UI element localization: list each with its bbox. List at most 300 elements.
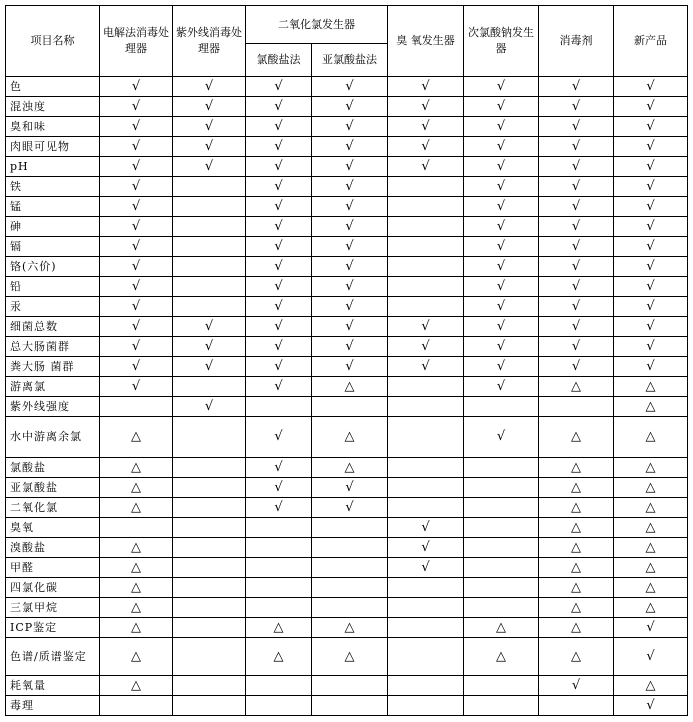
table-cell	[464, 676, 539, 696]
table-cell	[388, 297, 464, 317]
table-cell	[388, 397, 464, 417]
table-cell: √	[388, 157, 464, 177]
table-cell: √	[246, 237, 312, 257]
row-item-name: 混浊度	[6, 97, 100, 117]
table-cell	[464, 578, 539, 598]
table-cell	[464, 478, 539, 498]
row-item-name: 锰	[6, 197, 100, 217]
row-item-name: 铁	[6, 177, 100, 197]
table-cell: √	[539, 117, 614, 137]
table-cell: △	[614, 478, 688, 498]
table-cell: √	[246, 97, 312, 117]
table-cell: √	[100, 97, 173, 117]
row-item-name: ICP鉴定	[6, 618, 100, 638]
table-cell: √	[539, 317, 614, 337]
row-item-name: 砷	[6, 217, 100, 237]
table-cell: √	[614, 177, 688, 197]
table-cell: √	[464, 257, 539, 277]
row-item-name: 甲醛	[6, 558, 100, 578]
row-item-name: 二氧化氯	[6, 498, 100, 518]
table-cell: √	[539, 157, 614, 177]
table-cell: √	[614, 638, 688, 676]
table-row	[6, 696, 688, 716]
table-cell: √	[312, 297, 388, 317]
table-cell: √	[388, 518, 464, 538]
table-cell	[173, 498, 246, 518]
table-row	[6, 277, 688, 297]
table-cell	[246, 578, 312, 598]
row-item-name: 臭氧	[6, 518, 100, 538]
table-cell: √	[388, 337, 464, 357]
table-cell: √	[464, 337, 539, 357]
table-cell: △	[312, 417, 388, 458]
table-cell	[246, 598, 312, 618]
table-cell	[388, 417, 464, 458]
table-cell: √	[312, 177, 388, 197]
table-cell	[173, 277, 246, 297]
table-cell: △	[100, 676, 173, 696]
table-cell: △	[100, 598, 173, 618]
table-cell: √	[100, 297, 173, 317]
table-cell	[312, 518, 388, 538]
table-cell: √	[312, 197, 388, 217]
table-cell: √	[312, 217, 388, 237]
disinfection-test-table	[5, 5, 688, 716]
row-item-name: 肉眼可见物	[6, 137, 100, 157]
header-ozone: 臭 氧发生器	[388, 6, 464, 77]
table-cell	[312, 578, 388, 598]
header-chlorate: 氯酸盐法	[246, 44, 312, 77]
table-cell: √	[246, 377, 312, 397]
row-item-name: 紫外线强度	[6, 397, 100, 417]
table-cell	[388, 257, 464, 277]
table-row	[6, 638, 688, 676]
table-cell	[173, 237, 246, 257]
table-cell: √	[100, 217, 173, 237]
table-row	[6, 478, 688, 498]
table-row	[6, 598, 688, 618]
table-cell: √	[614, 696, 688, 716]
table-cell	[388, 578, 464, 598]
table-cell	[388, 676, 464, 696]
table-row	[6, 558, 688, 578]
table-cell: △	[539, 538, 614, 558]
table-cell: △	[539, 498, 614, 518]
table-cell: √	[464, 117, 539, 137]
table-cell: √	[312, 257, 388, 277]
table-cell: √	[246, 498, 312, 518]
table-row	[6, 458, 688, 478]
table-cell: √	[464, 97, 539, 117]
table-cell: √	[246, 197, 312, 217]
table-cell: √	[173, 397, 246, 417]
table-cell: √	[173, 77, 246, 97]
table-cell: √	[614, 77, 688, 97]
table-cell: √	[100, 237, 173, 257]
table-cell	[464, 598, 539, 618]
table-cell: √	[614, 137, 688, 157]
row-item-name: 臭和味	[6, 117, 100, 137]
table-cell: √	[246, 297, 312, 317]
table-row	[6, 97, 688, 117]
table-cell	[388, 237, 464, 257]
table-cell: △	[100, 417, 173, 458]
table-cell: √	[312, 498, 388, 518]
header-new-product: 新产品	[614, 6, 688, 77]
table-cell: √	[312, 117, 388, 137]
table-cell: √	[312, 157, 388, 177]
table-cell: √	[246, 317, 312, 337]
table-cell	[173, 377, 246, 397]
table-cell: √	[464, 177, 539, 197]
table-cell: △	[312, 618, 388, 638]
table-cell: √	[539, 97, 614, 117]
table-cell: √	[312, 277, 388, 297]
table-cell: △	[539, 638, 614, 676]
table-cell: √	[539, 257, 614, 277]
table-cell: √	[614, 157, 688, 177]
table-cell	[173, 518, 246, 538]
table-cell	[464, 558, 539, 578]
table-cell	[173, 297, 246, 317]
table-row	[6, 297, 688, 317]
table-cell: √	[614, 117, 688, 137]
table-cell	[246, 518, 312, 538]
row-item-name: 溴酸盐	[6, 538, 100, 558]
table-cell: √	[173, 97, 246, 117]
table-cell: △	[100, 618, 173, 638]
header-electrolysis: 电解法消毒处理器	[100, 6, 173, 77]
table-cell: √	[100, 177, 173, 197]
table-cell: √	[246, 337, 312, 357]
table-cell	[464, 458, 539, 478]
table-cell: √	[539, 357, 614, 377]
table-cell: √	[539, 77, 614, 97]
table-cell: √	[100, 117, 173, 137]
table-cell: √	[246, 257, 312, 277]
table-cell: √	[100, 277, 173, 297]
table-cell: △	[100, 538, 173, 558]
header-item-name: 项目名称	[6, 6, 100, 77]
table-cell: △	[539, 458, 614, 478]
table-cell: √	[388, 317, 464, 337]
table-row	[6, 197, 688, 217]
table-cell: △	[614, 558, 688, 578]
table-cell: √	[464, 417, 539, 458]
table-row	[6, 417, 688, 458]
row-item-name: 三氯甲烷	[6, 598, 100, 618]
table-cell	[464, 498, 539, 518]
table-cell: √	[173, 157, 246, 177]
table-cell	[388, 696, 464, 716]
table-cell: √	[246, 77, 312, 97]
row-item-name: 游离氯	[6, 377, 100, 397]
table-cell: √	[173, 137, 246, 157]
table-cell: √	[614, 317, 688, 337]
table-cell: √	[388, 538, 464, 558]
table-cell: √	[614, 297, 688, 317]
table-cell: √	[246, 217, 312, 237]
table-row	[6, 317, 688, 337]
table-cell	[388, 458, 464, 478]
table-cell: √	[100, 77, 173, 97]
table-cell: √	[388, 137, 464, 157]
row-item-name: 耗氧量	[6, 676, 100, 696]
table-cell	[312, 397, 388, 417]
table-row	[6, 357, 688, 377]
row-item-name: pH	[6, 157, 100, 177]
table-cell: √	[312, 478, 388, 498]
table-cell	[173, 217, 246, 237]
table-cell: √	[464, 197, 539, 217]
table-cell	[173, 177, 246, 197]
table-cell: √	[312, 237, 388, 257]
table-cell: △	[614, 458, 688, 478]
table-cell: √	[539, 337, 614, 357]
table-cell	[246, 397, 312, 417]
table-cell: √	[100, 337, 173, 357]
table-cell	[173, 197, 246, 217]
table-cell: √	[614, 357, 688, 377]
table-row	[6, 177, 688, 197]
table-cell: √	[173, 117, 246, 137]
table-cell	[100, 397, 173, 417]
table-cell	[173, 558, 246, 578]
table-cell: √	[614, 337, 688, 357]
table-cell	[173, 257, 246, 277]
table-cell: √	[539, 676, 614, 696]
row-item-name: 色	[6, 77, 100, 97]
table-cell: △	[100, 478, 173, 498]
table-cell: △	[312, 458, 388, 478]
table-row	[6, 518, 688, 538]
table-row	[6, 237, 688, 257]
table-row	[6, 538, 688, 558]
table-cell: △	[539, 518, 614, 538]
table-cell: √	[388, 357, 464, 377]
table-cell: √	[464, 377, 539, 397]
header-uv: 紫外线消毒处理器	[173, 6, 246, 77]
table-cell: √	[464, 297, 539, 317]
table-cell: √	[246, 157, 312, 177]
table-row	[6, 377, 688, 397]
table-row	[6, 618, 688, 638]
header-clo2-group: 二氧化氯发生器	[246, 6, 388, 44]
table-cell	[173, 578, 246, 598]
row-item-name: 氯酸盐	[6, 458, 100, 478]
table-cell: √	[312, 137, 388, 157]
table-cell: √	[100, 357, 173, 377]
table-cell: △	[614, 676, 688, 696]
table-cell: △	[312, 377, 388, 397]
row-item-name: 汞	[6, 297, 100, 317]
table-cell: √	[464, 357, 539, 377]
table-cell: √	[173, 337, 246, 357]
table-cell: √	[539, 237, 614, 257]
table-cell: △	[614, 518, 688, 538]
table-cell: √	[246, 478, 312, 498]
table-cell: √	[614, 618, 688, 638]
table-cell: √	[464, 157, 539, 177]
table-cell	[173, 638, 246, 676]
table-cell: √	[246, 177, 312, 197]
table-cell	[388, 598, 464, 618]
table-cell	[100, 518, 173, 538]
table-cell: △	[614, 397, 688, 417]
table-cell: △	[539, 377, 614, 397]
table-cell	[464, 538, 539, 558]
table-cell: △	[312, 638, 388, 676]
table-cell: √	[173, 357, 246, 377]
header-hypochlorous: 次氯酸钠发生器	[464, 6, 539, 77]
row-item-name: 镉	[6, 237, 100, 257]
table-cell: √	[614, 237, 688, 257]
table-cell	[388, 177, 464, 197]
table-cell	[539, 397, 614, 417]
row-item-name: 粪大肠 菌群	[6, 357, 100, 377]
table-cell	[173, 417, 246, 458]
table-cell: √	[539, 277, 614, 297]
table-cell: √	[312, 357, 388, 377]
table-cell: √	[539, 197, 614, 217]
table-cell: √	[100, 257, 173, 277]
table-row	[6, 257, 688, 277]
header-chlorite: 亚氯酸盐法	[312, 44, 388, 77]
table-cell	[173, 478, 246, 498]
table-cell: √	[173, 317, 246, 337]
row-item-name: 色谱/质谱鉴定	[6, 638, 100, 676]
table-cell: √	[246, 137, 312, 157]
table-cell: △	[539, 598, 614, 618]
table-cell: √	[388, 117, 464, 137]
table-cell	[100, 696, 173, 716]
table-cell: √	[246, 277, 312, 297]
table-cell	[388, 638, 464, 676]
table-cell: √	[388, 97, 464, 117]
table-cell: √	[246, 357, 312, 377]
table-cell: △	[539, 478, 614, 498]
table-row	[6, 578, 688, 598]
table-cell: △	[614, 498, 688, 518]
table-row	[6, 157, 688, 177]
table-cell: √	[100, 157, 173, 177]
table-row	[6, 117, 688, 137]
table-cell	[388, 217, 464, 237]
table-cell	[388, 197, 464, 217]
table-cell: √	[388, 558, 464, 578]
table-cell	[312, 696, 388, 716]
table-cell	[246, 696, 312, 716]
table-cell: √	[100, 317, 173, 337]
table-cell	[464, 397, 539, 417]
table-cell	[388, 618, 464, 638]
table-cell	[173, 598, 246, 618]
row-item-name: 四氯化碳	[6, 578, 100, 598]
table-cell: √	[246, 117, 312, 137]
table-cell	[312, 538, 388, 558]
table-row	[6, 337, 688, 357]
table-row	[6, 498, 688, 518]
table-cell: √	[464, 77, 539, 97]
table-cell: √	[100, 137, 173, 157]
table-cell: √	[539, 217, 614, 237]
table-cell: √	[539, 297, 614, 317]
table-cell	[312, 676, 388, 696]
table-cell: √	[614, 277, 688, 297]
table-cell: △	[539, 578, 614, 598]
table-cell: △	[614, 598, 688, 618]
table-cell: √	[246, 417, 312, 458]
table-cell: √	[464, 137, 539, 157]
table-cell	[173, 696, 246, 716]
table-cell: √	[464, 277, 539, 297]
table-cell: √	[614, 257, 688, 277]
table-cell: √	[464, 317, 539, 337]
table-cell: √	[464, 217, 539, 237]
table-cell	[539, 696, 614, 716]
table-row	[6, 217, 688, 237]
row-item-name: 铬(六价)	[6, 257, 100, 277]
table-cell: √	[614, 197, 688, 217]
row-item-name: 水中游离余氯	[6, 417, 100, 458]
table-cell	[388, 377, 464, 397]
table-row	[6, 676, 688, 696]
table-cell	[173, 676, 246, 696]
table-cell: √	[614, 97, 688, 117]
row-item-name: 总大肠菌群	[6, 337, 100, 357]
table-cell: △	[246, 618, 312, 638]
row-item-name: 细菌总数	[6, 317, 100, 337]
table-cell: √	[539, 137, 614, 157]
table-cell: △	[100, 578, 173, 598]
table-row	[6, 397, 688, 417]
row-item-name: 亚氯酸盐	[6, 478, 100, 498]
table-cell: △	[464, 638, 539, 676]
table-cell: △	[539, 417, 614, 458]
table-cell	[464, 696, 539, 716]
table-row	[6, 137, 688, 157]
table-cell: √	[388, 77, 464, 97]
table-cell: △	[246, 638, 312, 676]
table-cell: √	[312, 77, 388, 97]
table-cell: △	[100, 558, 173, 578]
table-cell: √	[312, 97, 388, 117]
table-cell	[464, 518, 539, 538]
table-cell	[388, 277, 464, 297]
table-cell	[312, 598, 388, 618]
table-cell	[388, 478, 464, 498]
table-cell: △	[614, 538, 688, 558]
table-cell	[246, 538, 312, 558]
table-cell	[246, 558, 312, 578]
table-cell: △	[464, 618, 539, 638]
table-cell: △	[100, 498, 173, 518]
table-cell	[312, 558, 388, 578]
table-cell: √	[464, 237, 539, 257]
row-item-name: 铅	[6, 277, 100, 297]
table-cell: √	[100, 377, 173, 397]
table-cell	[173, 538, 246, 558]
table-cell: △	[100, 638, 173, 676]
table-cell: √	[614, 217, 688, 237]
table-cell	[173, 618, 246, 638]
table-cell: △	[539, 618, 614, 638]
table-cell	[388, 498, 464, 518]
table-cell: √	[312, 337, 388, 357]
table-cell: △	[614, 578, 688, 598]
table-cell	[246, 676, 312, 696]
table-cell: √	[100, 197, 173, 217]
